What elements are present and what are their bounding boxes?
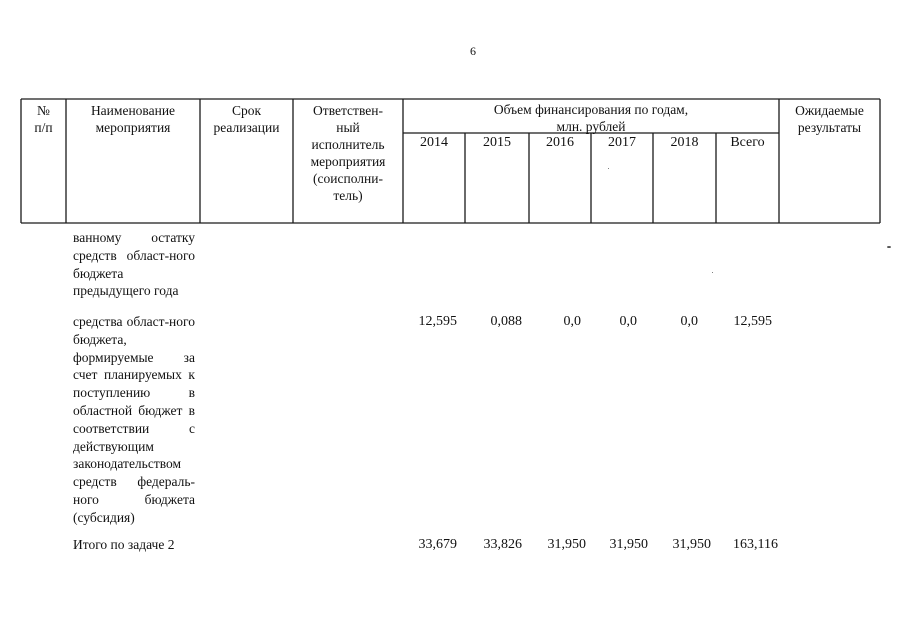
row-3-value-2015: 33,826: [483, 537, 522, 552]
header-name: Наименование мероприятия: [90, 103, 176, 135]
row-2-value-2014: 12,595: [418, 314, 457, 329]
header-responsible: Ответствен- ный исполнитель мероприятия (соисполни- тель): [310, 103, 386, 203]
row-3-value-total: 163,116: [733, 537, 778, 552]
row-3-value-2018: 31,950: [672, 537, 711, 552]
header-expected: Ожидаемые результаты: [795, 103, 864, 135]
scan-speck: [712, 272, 713, 273]
header-year-2014: 2014: [420, 135, 448, 150]
row-2-value-2018: 0,0: [680, 314, 698, 329]
header-year-2018: 2018: [670, 135, 699, 150]
scan-speck: [608, 168, 609, 169]
header-year-2017: 2017: [608, 135, 636, 150]
row-3-value-2014: 33,679: [418, 537, 457, 552]
header-number: № п/п: [34, 103, 53, 135]
row-text-1: ванному остатку средств област-ного бюджета предыдущего года: [73, 230, 195, 299]
header-financing: Объем финансирования по годам, млн. рублей: [493, 102, 689, 134]
row-2-value-2016: 0,0: [563, 314, 581, 329]
row-2-value-2017: 0,0: [619, 314, 637, 329]
row-text-2: средства област-ного бюджета, формируемые за счет планируемых к поступлению в областной бюджет в соответствии с действующим законодательством средств федераль-ного бюджета (субсидия): [73, 314, 195, 525]
header-year-2015: 2015: [483, 135, 511, 150]
header-year-total: Всего: [730, 135, 765, 150]
row-3-value-2017: 31,950: [609, 537, 648, 552]
row-text-3: Итого по задаче 2: [73, 537, 175, 552]
row-2-value-total: 12,595: [733, 314, 772, 329]
header-term: Срок реализации: [213, 103, 280, 135]
header-year-2016: 2016: [546, 135, 574, 150]
scan-speck: [887, 246, 891, 248]
row-2-value-2015: 0,088: [490, 314, 522, 329]
row-3-value-2016: 31,950: [547, 537, 586, 552]
page-number: 6: [470, 44, 476, 58]
